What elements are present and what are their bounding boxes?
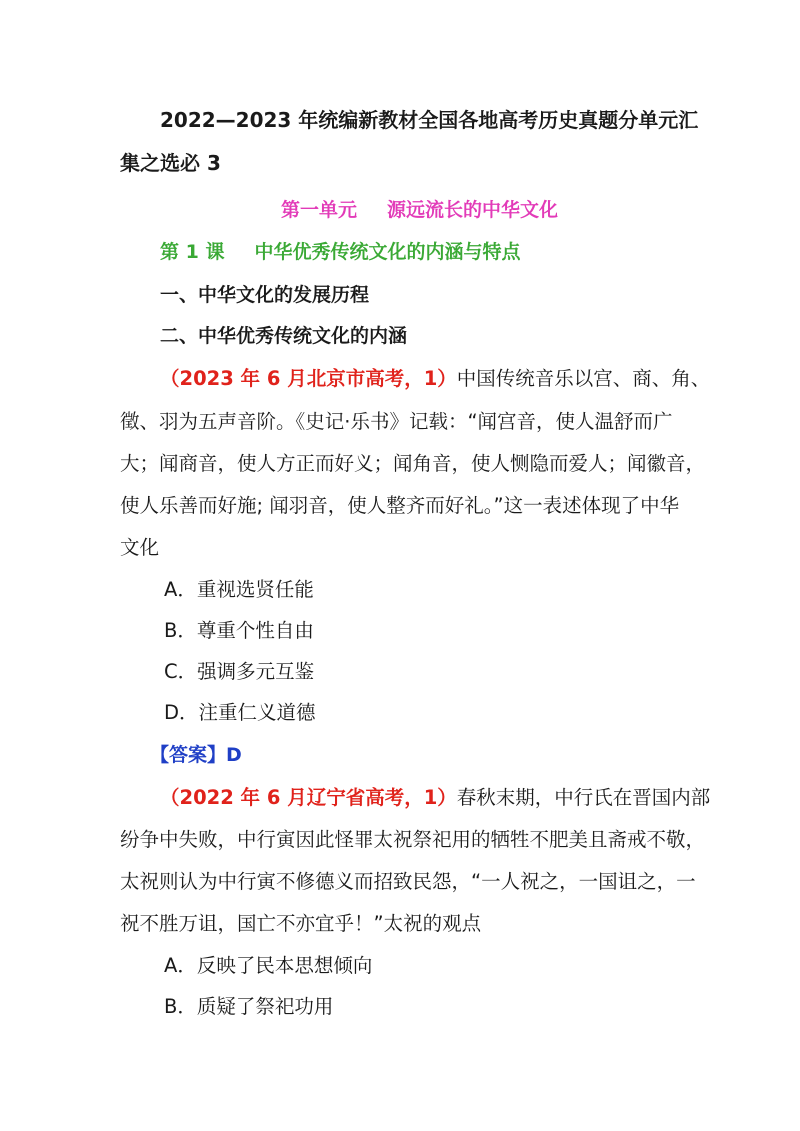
question-2-stem-line-2: 纷争中失败，中行寅因此怪罪太祝祭祀用的牺牲不肥美且斋戒不敬，	[120, 828, 706, 851]
document-title-line-1: 2022—2023 年统编新教材全国各地高考历史真题分单元汇	[160, 108, 699, 132]
question-2-stem-line-3: 太祝则认为中行寅不修德义而招致民怨，“一人祝之，一国诅之，一	[120, 870, 696, 893]
question-2-first-line	[160, 784, 710, 812]
question-1-stem-line-3: 大；闻商音，使人方正而好义；闻角音，使人恻隐而爱人；闻徽音，	[120, 452, 706, 475]
lesson-heading	[160, 238, 520, 266]
question-1-answer: 【答案】D	[150, 744, 242, 766]
question-1-option-c: C．强调多元互鉴	[164, 660, 315, 683]
question-1-stem-line-1: 中国传统音乐以宫、商、角、	[456, 367, 711, 390]
question-1-option-a: A．重视选贤任能	[164, 578, 314, 601]
question-2-option-a: A．反映了民本思想倾向	[164, 954, 373, 977]
question-1-stem-line-4: 使人乐善而好施; 闻羽音，使人整齐而好礼。”这一表述体现了中华	[120, 494, 680, 517]
unit-label: 第一单元	[281, 199, 358, 221]
question-1-stem-line-5: 文化	[120, 536, 160, 559]
unit-heading	[281, 196, 558, 224]
lesson-name: 中华优秀传统文化的内涵与特点	[254, 241, 521, 263]
lesson-label: 第 1 课	[160, 241, 225, 263]
question-2-option-b: B．质疑了祭祀功用	[164, 995, 334, 1018]
section-heading-2: 二、中华优秀传统文化的内涵	[160, 325, 408, 347]
question-1-option-d: D．注重仁义道德	[164, 701, 316, 724]
section-heading-1: 一、中华文化的发展历程	[160, 284, 370, 306]
question-1-stem-line-2: 徵、羽为五声音阶。《史记·乐书》记载：“闻宫音，使人温舒而广	[120, 410, 673, 433]
question-2-stem-line-4: 祝不胜万诅，国亡不亦宜乎！”太祝的观点	[120, 912, 482, 935]
document-title-line-2: 集之选必 3	[120, 151, 221, 175]
question-1-source: （2023 年 6 月北京市高考，1）	[160, 367, 457, 390]
question-1-first-line	[160, 365, 710, 393]
question-2-stem-line-1: 春秋末期，中行氏在晋国内部	[456, 786, 711, 809]
unit-name: 源远流长的中华文化	[387, 199, 559, 221]
question-2-source: （2022 年 6 月辽宁省高考，1）	[160, 786, 457, 809]
question-1-option-b: B．尊重个性自由	[164, 619, 314, 642]
